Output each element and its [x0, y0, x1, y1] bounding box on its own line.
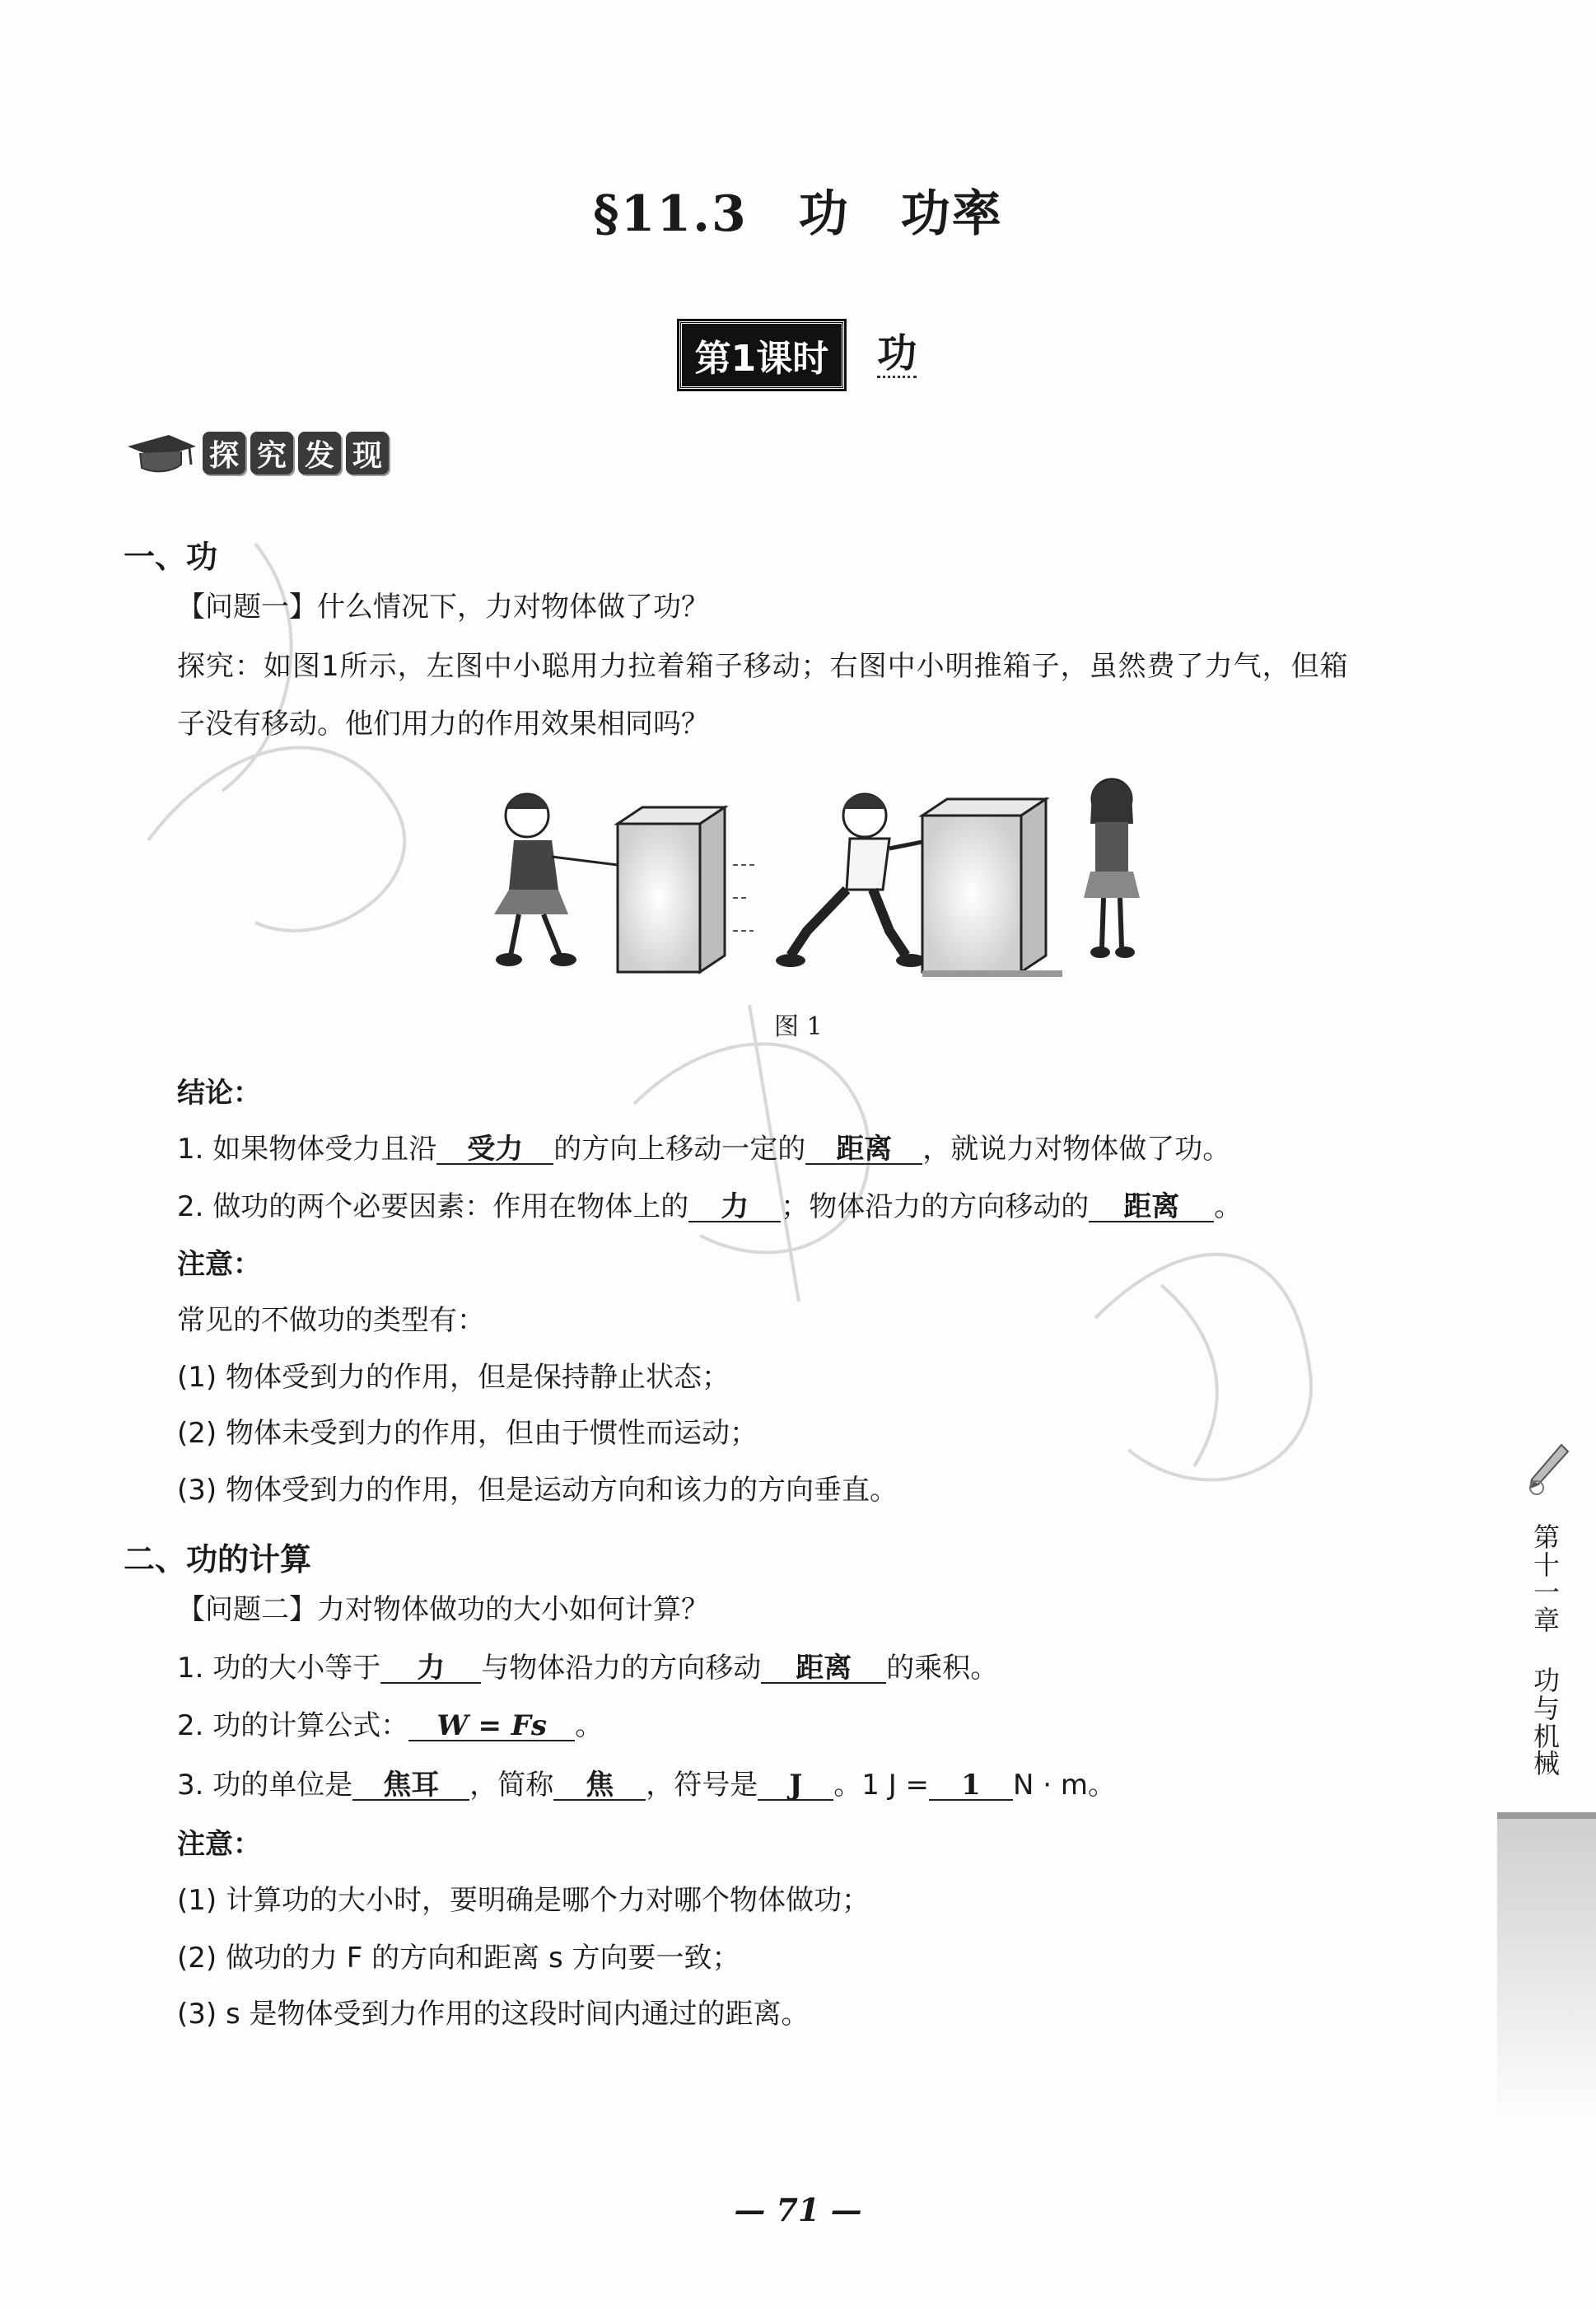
note-item: (3) s 是物体受到力作用的这段时间内通过的距离。 [177, 1998, 810, 2031]
note-label: 注意： [177, 1248, 261, 1281]
text-segment: 2. 功的计算公式： [177, 1709, 409, 1742]
explore-char: 究 [250, 432, 293, 474]
text-segment: 的方向上移动一定的 [553, 1133, 806, 1166]
conclusion-label: 结论： [177, 1077, 261, 1110]
side-tab-text [1497, 1521, 1596, 1780]
girl-pulling-figure [494, 794, 618, 966]
note-item: (3) 物体受到力的作用，但是运动方向和该力的方向垂直。 [177, 1474, 898, 1507]
graduation-cap-icon [124, 428, 198, 478]
text-segment: 。 [575, 1709, 604, 1742]
question-one: 【问题一】什么情况下，力对物体做了功？ [177, 591, 709, 624]
text-segment: 的乘积。 [886, 1652, 999, 1685]
text-segment: ，符号是 [646, 1769, 758, 1802]
answer-blank: 距离 [805, 1135, 922, 1165]
chapter-side-tab [1497, 1433, 1596, 2307]
answer-blank: 距离 [1089, 1193, 1214, 1222]
explore-banner [124, 428, 389, 478]
side-tab-chapter: 第十一章 [1533, 1521, 1561, 1636]
text-segment: ；物体沿力的方向移动的 [781, 1190, 1090, 1223]
box-left [618, 807, 758, 972]
note-item: (1) 物体受到力的作用，但是保持静止状态； [177, 1361, 730, 1394]
calc-line-3 [177, 1771, 1116, 1801]
calc-line-1 [177, 1654, 998, 1684]
part2-heading: 二、功的计算 [124, 1541, 312, 1578]
pencil-icon [1522, 1440, 1571, 1498]
explore-char: 探 [203, 432, 245, 474]
explore-char: 现 [346, 432, 389, 474]
figure-caption: 图 1 [774, 1012, 823, 1041]
lesson-badge: 第1课时 [679, 321, 845, 389]
box-right [922, 799, 1062, 977]
note-item: (1) 计算功的大小时，要明确是哪个力对哪个物体做功； [177, 1884, 870, 1917]
text-segment: 1. 功的大小等于 [177, 1652, 381, 1685]
note-label: 注意： [177, 1828, 261, 1861]
text-segment: 2. 做功的两个必要因素：作用在物体上的 [177, 1190, 689, 1223]
page-number: — 71 — [734, 2191, 862, 2228]
text-segment: ，简称 [469, 1769, 554, 1802]
lesson-header [0, 321, 1596, 389]
answer-blank: 焦 [553, 1771, 646, 1801]
lesson-name: 功 [877, 330, 917, 377]
note-item: (2) 做功的力 F 的方向和距离 s 方向要一致； [177, 1942, 740, 1975]
text-segment: 。1 J = [833, 1769, 930, 1802]
answer-blank: W = Fs [408, 1712, 575, 1741]
explore-text-line: 探究：如图1所示，左图中小聪用力拉着箱子移动；右图中小明推箱子，虽然费了力气，但箱 [177, 650, 1349, 683]
text-segment: 。 [1214, 1190, 1243, 1223]
answer-blank: 力 [380, 1654, 481, 1684]
answer-blank: J [758, 1771, 833, 1801]
text-segment: ，就说力对物体做了功。 [922, 1133, 1231, 1166]
explore-char: 发 [298, 432, 341, 474]
part1-heading: 一、功 [124, 539, 218, 575]
side-tab-title: 功与机械 [1533, 1665, 1561, 1780]
text-segment: 1. 如果物体受力且沿 [177, 1133, 437, 1166]
note-item: (2) 物体未受到力的作用，但由于惯性而运动； [177, 1417, 758, 1450]
explore-text-line: 子没有移动。他们用力的作用效果相同吗？ [177, 708, 709, 741]
text-segment: N · m。 [1013, 1769, 1116, 1802]
answer-blank: 力 [688, 1193, 781, 1222]
text-segment: 与物体沿力的方向移动 [481, 1652, 762, 1685]
figure-1-illustration [461, 766, 1169, 989]
section-title: §11.3 功 功率 [593, 185, 1003, 243]
boy-pushing-figure [776, 794, 926, 967]
note-intro: 常见的不做功的类型有： [177, 1304, 485, 1337]
text-segment: 3. 功的单位是 [177, 1769, 353, 1802]
conclusion-line-1 [177, 1135, 1230, 1165]
answer-blank: 焦耳 [352, 1771, 469, 1801]
question-two: 【问题二】力对物体做功的大小如何计算？ [177, 1593, 709, 1626]
calc-line-2 [177, 1709, 604, 1742]
answer-blank: 受力 [436, 1135, 553, 1165]
answer-blank: 1 [929, 1771, 1013, 1801]
girl-standing-figure [1084, 779, 1140, 958]
conclusion-line-2 [177, 1190, 1243, 1223]
side-tab-gradient [1497, 1812, 1596, 2132]
answer-blank: 距离 [761, 1654, 886, 1684]
